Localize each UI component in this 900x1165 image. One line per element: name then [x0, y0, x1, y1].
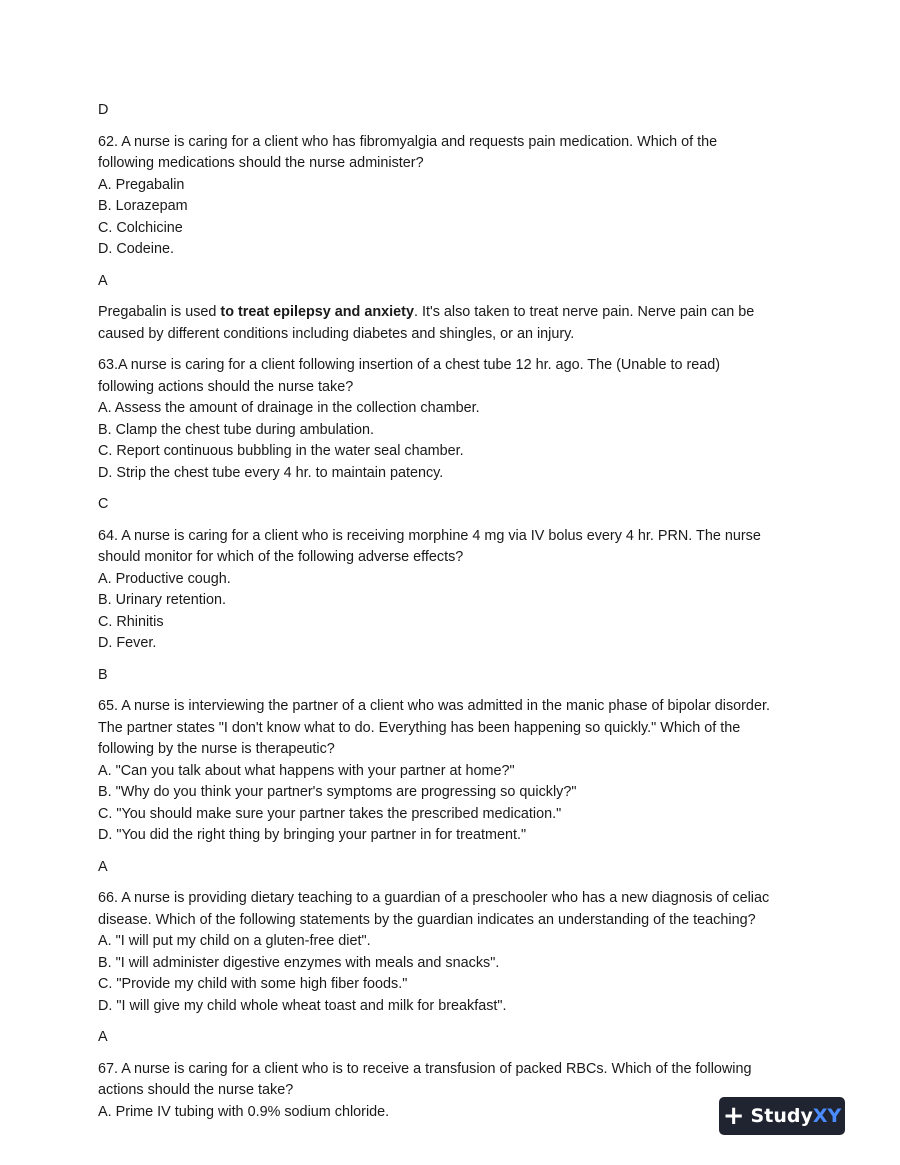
question-62	[98, 132, 818, 346]
question-stem: following medications should the nurse administer?	[98, 155, 424, 171]
option: A. "I will put my child on a gluten-free diet".	[98, 933, 371, 949]
question-64	[98, 526, 818, 687]
question-stem: should monitor for which of the following adverse effects?	[98, 549, 464, 565]
answer: A	[98, 1029, 108, 1045]
question-stem: disease. Which of the following statements by the guardian indicates an understanding of the teaching?	[98, 911, 756, 928]
answer: A	[98, 272, 108, 289]
option: A. Pregabalin	[98, 176, 185, 193]
option: C. Rhinitis	[98, 613, 164, 630]
question-stem: 63.A nurse is caring for a client following insertion of a chest tube 12 hr. ago. The (Unable to read)	[98, 357, 721, 373]
option: A. Productive cough.	[98, 570, 231, 587]
question-stem: The partner states "I don't know what to do. Everything has been happening so quickly." Which of the	[98, 719, 741, 736]
option: A. Assess the amount of drainage in the collection chamber.	[98, 400, 480, 416]
option: D. "I will give my child whole wheat toast and milk for breakfast".	[98, 997, 507, 1014]
question-stem: following actions should the nurse take?	[98, 378, 354, 395]
answer: B	[98, 666, 108, 683]
question-stem: 64. A nurse is caring for a client who is receiving morphine 4 mg via IV bolus every 4 hr. PRN. The nurse	[98, 527, 761, 544]
studyxy-logo[interactable]	[719, 1097, 845, 1135]
option: B. Lorazepam	[98, 198, 188, 214]
rationale: caused by different conditions including diabetes and shingles, or an injury.	[98, 325, 575, 342]
rationale: Pregabalin is used to treat epilepsy and anxiety. It's also taken to treat nerve pain. Nerve pain can be	[98, 304, 755, 320]
question-stem: actions should the nurse take?	[98, 1082, 294, 1098]
question-stem: 65. A nurse is interviewing the partner of a client who was admitted in the manic phase of bipolar disorder.	[98, 698, 770, 714]
option: C. Colchicine	[98, 219, 183, 236]
option: D. Strip the chest tube every 4 hr. to maintain patency.	[98, 464, 444, 481]
option: B. "I will administer digestive enzymes with meals and snacks".	[98, 954, 500, 971]
question-stem: 66. A nurse is providing dietary teaching to a guardian of a preschooler who has a new diagnosis of celiac	[98, 890, 770, 906]
brand-name: StudyXY	[750, 1105, 842, 1127]
question-stem: 67. A nurse is caring for a client who is to receive a transfusion of packed RBCs. Which of the following	[98, 1060, 752, 1077]
option: D. "You did the right thing by bringing your partner in for treatment."	[98, 827, 527, 843]
rationale-emphasis: to treat epilepsy and anxiety	[220, 304, 414, 320]
option: B. Clamp the chest tube during ambulation.	[98, 421, 374, 438]
option: B. "Why do you think your partner's symptoms are progressing so quickly?"	[98, 784, 577, 800]
option: A. Prime IV tubing with 0.9% sodium chloride.	[98, 1103, 390, 1120]
option: C. Report continuous bubbling in the water seal chamber.	[98, 443, 464, 459]
option: A. "Can you talk about what happens with your partner at home?"	[98, 762, 515, 779]
question-63	[98, 355, 818, 516]
option: C. "You should make sure your partner takes the prescribed medication."	[98, 805, 562, 822]
question-stem: 62. A nurse is caring for a client who has fibromyalgia and requests pain medication. Which of the	[98, 133, 718, 150]
question-67	[98, 1059, 818, 1124]
document-page	[98, 100, 818, 1123]
question-stem: following by the nurse is therapeutic?	[98, 741, 335, 757]
answer: C	[98, 496, 109, 512]
option: D. Codeine.	[98, 241, 174, 257]
option: C. "Provide my child with some high fiber foods."	[98, 976, 408, 992]
previous-answer: D	[98, 102, 109, 118]
question-65	[98, 696, 818, 878]
option: B. Urinary retention.	[98, 592, 226, 608]
question-66	[98, 888, 818, 1049]
option: D. Fever.	[98, 635, 157, 651]
answer: A	[98, 858, 108, 875]
plus-icon: +	[722, 1101, 745, 1131]
